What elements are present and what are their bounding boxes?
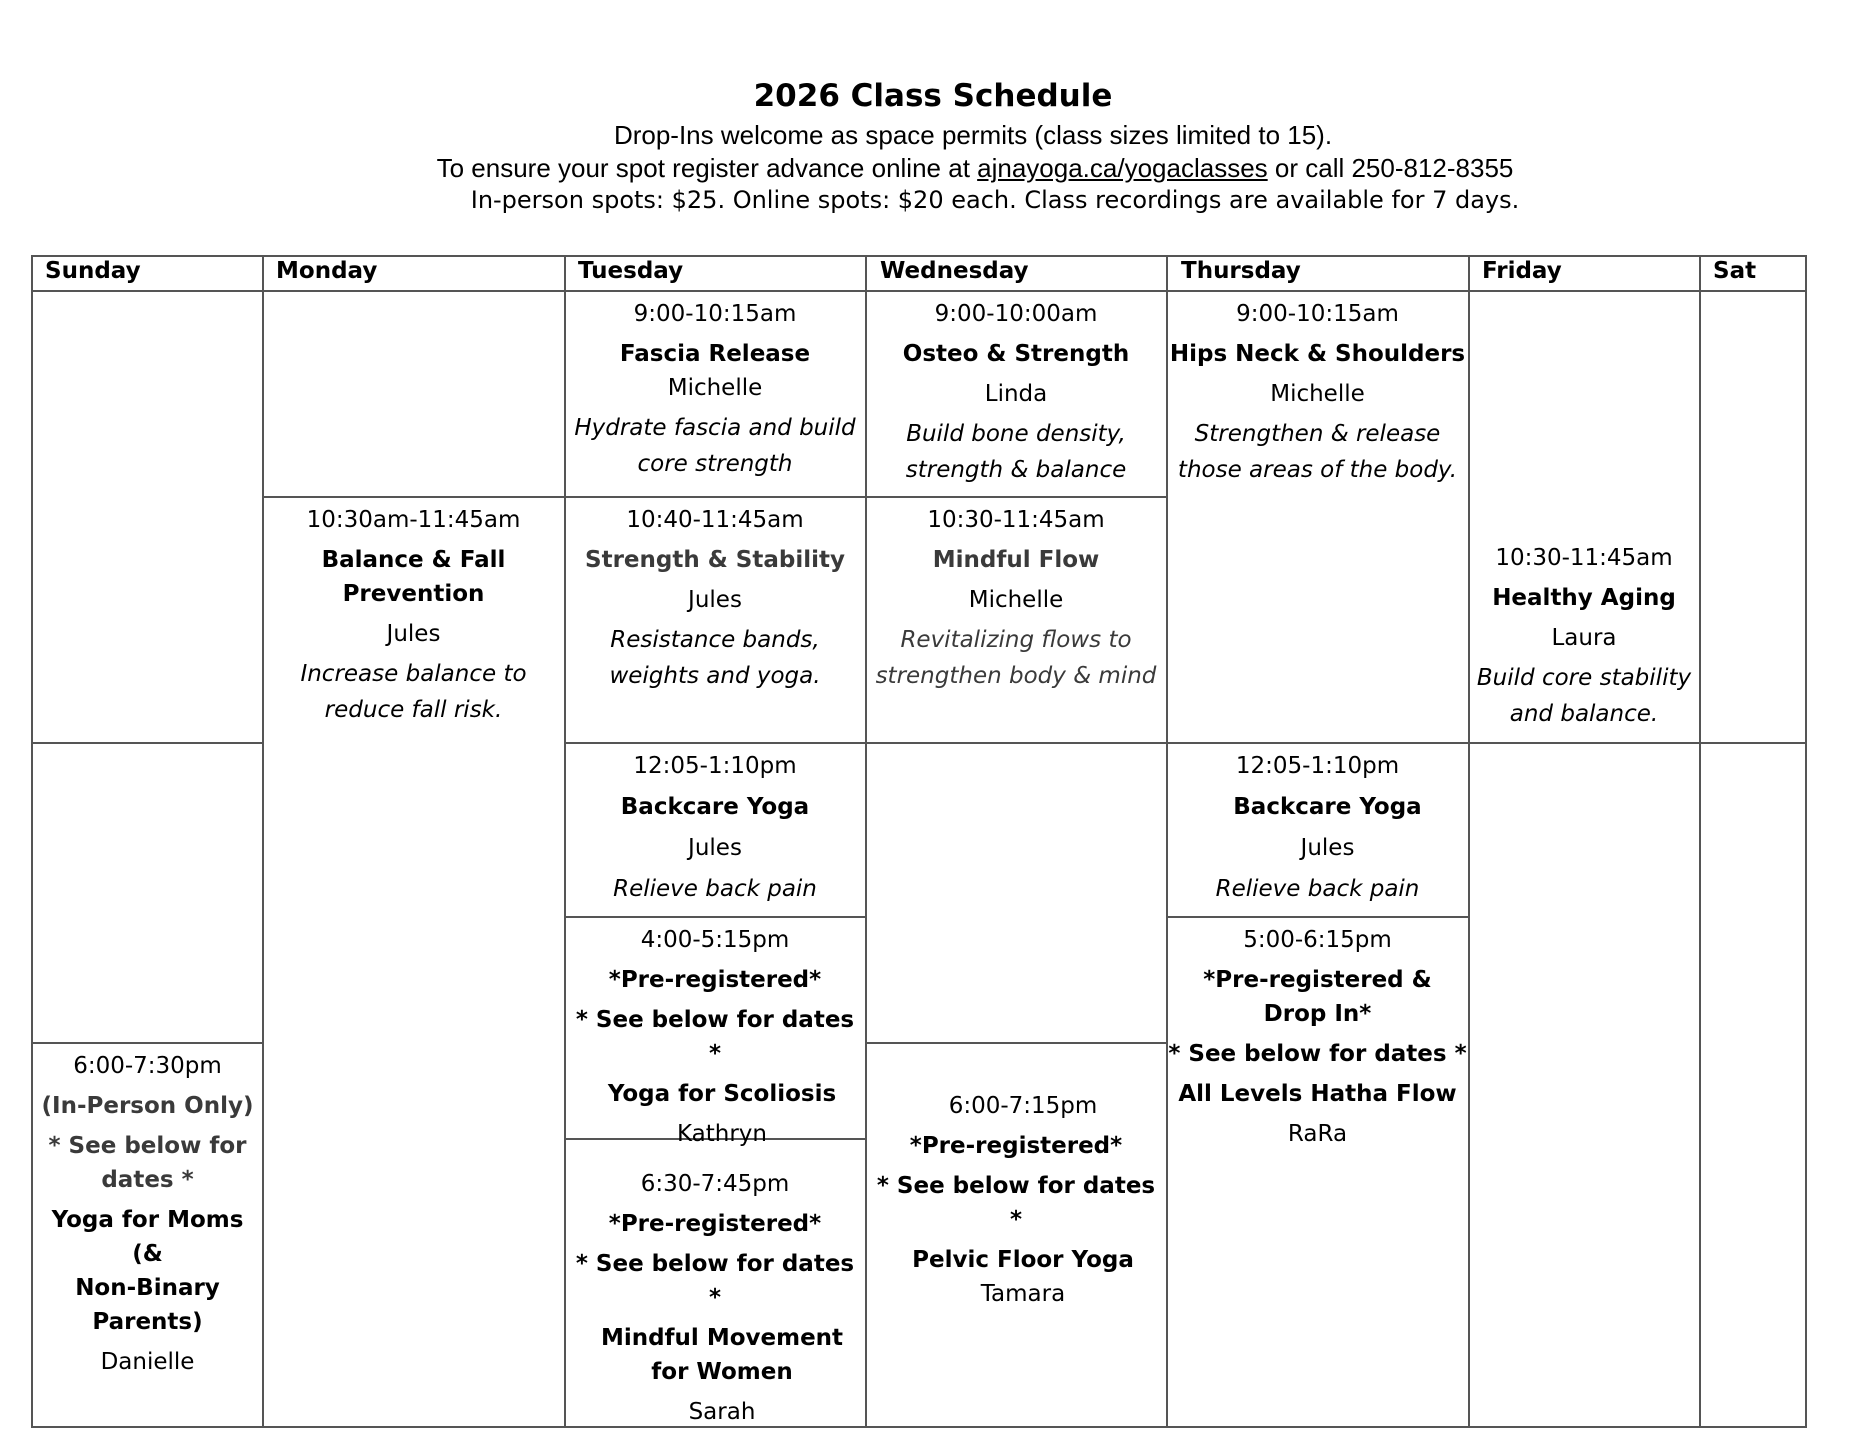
class-card-balance-fall-prevention <box>264 503 563 727</box>
class-note: *Pre-registered & <box>1203 967 1432 993</box>
class-description: reduce fall risk. <box>324 697 503 723</box>
class-card-pelvic-floor-yoga <box>867 1089 1165 1311</box>
class-time: 10:30-11:45am <box>927 507 1105 533</box>
class-time: 12:05-1:10pm <box>633 753 797 779</box>
class-name: Yoga for Scoliosis <box>607 1081 837 1107</box>
register-link[interactable]: ajnayoga.ca/yogaclasses <box>977 153 1268 183</box>
class-instructor: Michelle <box>968 587 1064 613</box>
class-time: 4:00-5:15pm <box>640 927 790 953</box>
class-note: *Pre-registered* <box>909 1133 1123 1159</box>
day-header-wednesday: Wednesday <box>880 258 1029 284</box>
class-instructor: Jules <box>688 587 742 613</box>
class-name: Mindful Flow <box>932 547 1100 573</box>
class-note: *Pre-registered* <box>608 967 822 993</box>
class-description: those areas of the body. <box>1177 457 1458 483</box>
class-instructor: Laura <box>1551 625 1617 651</box>
class-name: for Women <box>651 1359 793 1385</box>
class-description: Build core stability <box>1476 665 1692 691</box>
class-name: Prevention <box>342 581 485 607</box>
class-instructor: Michelle <box>1270 381 1365 407</box>
class-card-mindful-flow <box>867 503 1165 693</box>
class-note: * See below for dates * <box>876 1173 1156 1233</box>
col-divider <box>262 255 264 1428</box>
class-instructor: Jules <box>688 835 742 861</box>
class-time: 10:40-11:45am <box>626 507 804 533</box>
class-description: Increase balance to <box>300 661 527 687</box>
row-divider <box>1166 916 1469 918</box>
class-card-backcare-thursday <box>1168 749 1467 906</box>
class-name: Balance & Fall <box>321 547 506 573</box>
class-name: Osteo & Strength <box>902 341 1130 367</box>
class-description: core strength <box>637 451 793 477</box>
class-instructor: Sarah <box>688 1399 756 1425</box>
class-time: 9:00-10:15am <box>1236 301 1399 327</box>
day-header-monday: Monday <box>276 258 378 284</box>
class-note: * See below for dates * <box>575 1007 855 1067</box>
class-description: weights and yoga. <box>609 663 821 689</box>
class-name: Pelvic Floor Yoga <box>912 1247 1134 1273</box>
class-description: Relieve back pain <box>1215 876 1420 902</box>
class-instructor: Kathryn <box>676 1121 767 1147</box>
class-instructor: Tamara <box>980 1281 1066 1307</box>
class-time: 6:00-7:15pm <box>948 1093 1098 1119</box>
dropin-note: Drop-Ins welcome as space permits (class sizes limited to 15). <box>613 120 1333 150</box>
class-name: Healthy Aging <box>1492 585 1676 611</box>
class-instructor: Danielle <box>100 1349 195 1375</box>
class-description: Hydrate fascia and build <box>574 415 856 441</box>
class-note: *Pre-registered* <box>608 1211 822 1237</box>
table-border-top <box>31 255 1807 257</box>
class-time: 9:00-10:00am <box>934 301 1098 327</box>
class-card-yoga-for-moms <box>33 1049 262 1379</box>
row-divider <box>564 916 866 918</box>
day-header-saturday: Sat <box>1713 258 1757 284</box>
class-note: Drop In* <box>1263 1001 1372 1027</box>
class-instructor: RaRa <box>1287 1121 1348 1147</box>
row-divider <box>31 1042 264 1044</box>
class-card-healthy-aging <box>1470 541 1698 731</box>
class-note: * See below for dates * <box>1168 1041 1467 1067</box>
class-name: Strength & Stability <box>585 547 845 573</box>
class-time: 5:00-6:15pm <box>1243 927 1392 953</box>
class-card-strength-stability <box>566 503 864 693</box>
col-divider <box>1699 255 1701 1428</box>
class-description: and balance. <box>1509 701 1659 727</box>
class-note: * See below for dates * <box>575 1251 855 1311</box>
class-note: (In-Person Only) <box>41 1093 254 1119</box>
class-time: 10:30am-11:45am <box>306 507 521 533</box>
row-divider <box>865 1042 1168 1044</box>
class-description: Relieve back pain <box>613 876 817 902</box>
class-card-osteo-strength <box>867 297 1165 487</box>
register-note <box>42 153 1866 184</box>
class-card-mindful-movement-for-women <box>566 1167 864 1429</box>
class-card-fascia-release <box>566 297 864 481</box>
class-time: 9:00-10:15am <box>633 301 797 327</box>
class-instructor: Jules <box>386 621 441 647</box>
class-description: Build bone density, <box>906 421 1126 447</box>
class-name: Parents) <box>92 1309 203 1335</box>
class-name: Backcare Yoga <box>620 794 810 820</box>
class-note: * See below for <box>48 1133 247 1159</box>
register-prefix: To ensure your spot register advance online at <box>436 153 978 183</box>
class-description: strength & balance <box>905 457 1127 483</box>
class-card-all-levels-hatha-flow <box>1168 923 1467 1151</box>
row-divider <box>564 742 1807 744</box>
class-description: Resistance bands, <box>610 627 820 653</box>
day-header-thursday: Thursday <box>1181 258 1301 284</box>
class-time: 10:30-11:45am <box>1495 545 1673 571</box>
class-instructor: Linda <box>984 381 1048 407</box>
class-card-yoga-for-scoliosis <box>566 923 864 1151</box>
class-name: Mindful Movement <box>600 1325 844 1351</box>
class-name: Backcare Yoga <box>1233 794 1422 820</box>
day-header-friday: Friday <box>1482 258 1562 284</box>
class-name: All Levels Hatha Flow <box>1178 1081 1457 1107</box>
class-card-backcare-tuesday <box>566 749 864 906</box>
header-row-divider <box>31 290 1807 292</box>
col-divider <box>1468 255 1470 1428</box>
class-time: 12:05-1:10pm <box>1235 753 1400 779</box>
class-instructor: Jules <box>1300 835 1355 861</box>
class-card-hips-neck-shoulders <box>1168 297 1467 487</box>
row-divider <box>262 496 1168 498</box>
class-description: strengthen body & mind <box>875 663 1157 689</box>
day-header-sunday: Sunday <box>45 258 141 284</box>
schedule-table <box>31 255 1807 1428</box>
class-name: Hips Neck & Shoulders <box>1169 341 1466 367</box>
row-divider <box>31 742 264 744</box>
page-title: 2026 Class Schedule <box>753 78 1113 114</box>
class-name: Yoga for Moms (& <box>51 1207 244 1267</box>
class-description: Revitalizing flows to <box>900 627 1132 653</box>
class-time: 6:30-7:45pm <box>640 1171 790 1197</box>
class-note: dates * <box>101 1167 194 1193</box>
class-time: 6:00-7:30pm <box>73 1053 222 1079</box>
class-instructor: Michelle <box>667 375 763 401</box>
class-name: Fascia Release <box>619 341 811 367</box>
class-description: Strengthen & release <box>1194 421 1441 447</box>
register-suffix: or call 250-812-8355 <box>1267 153 1514 183</box>
class-name: Non-Binary <box>75 1275 220 1301</box>
pricing-note: In-person spots: $25. Online spots: $20 each. Class recordings are available for 7 days. <box>470 186 1520 214</box>
day-header-tuesday: Tuesday <box>578 258 684 284</box>
